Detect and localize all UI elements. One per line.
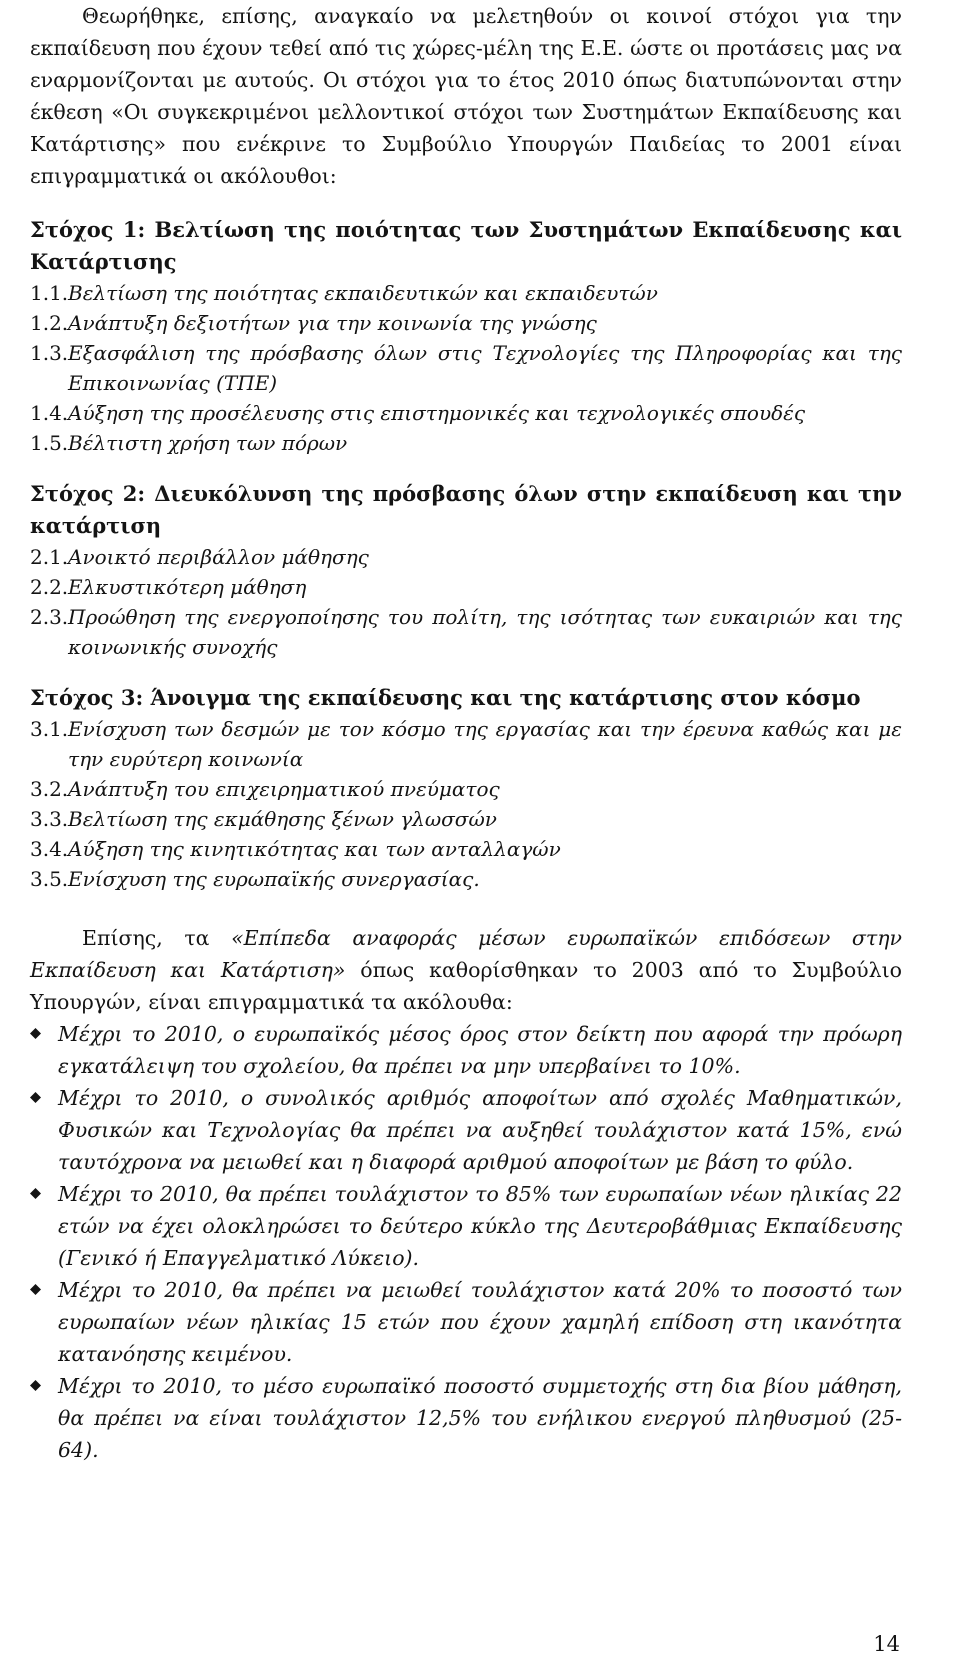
goal-item-number: 2.2.	[30, 575, 69, 599]
diamond-bullet-icon	[30, 1284, 41, 1295]
goal-section-2	[30, 478, 902, 662]
benchmark-text: Μέχρι το 2010, θα πρέπει τουλάχιστον το 85% των ευρωπαίων νέων ηλικίας 22 ετών να έχει ολοκληρώσει το δεύτερο κύκλο της Δευτεροβάθμιας Εκπαίδευσης (Γενικό ή Επαγγελματικό Λύκειο).	[58, 1182, 902, 1270]
benchmark-item	[30, 1082, 902, 1178]
goal-item-number: 2.3.	[30, 605, 69, 629]
diamond-bullet-icon	[30, 1028, 41, 1039]
report-title-quote: «Επίπεδα αναφοράς μέσων ευρωπαϊκών επιδόσεων στην Εκπαίδευση και Κατάρτιση»	[30, 926, 902, 982]
goal-item	[30, 572, 902, 602]
diamond-bullet-icon	[30, 1092, 41, 1103]
goal-item-text: Ανοικτό περιβάλλον μάθησης	[68, 545, 369, 569]
benchmark-text: Μέχρι το 2010, ο ευρωπαϊκός μέσος όρος στον δείκτη που αφορά την πρόωρη εγκατάλειψη του σχολείου, θα πρέπει να μην υπερβαίνει το 10%.	[58, 1022, 902, 1078]
goal-section-3	[30, 682, 902, 894]
goal-item	[30, 398, 902, 428]
diamond-bullet-icon	[30, 1380, 41, 1391]
goal-item-text: Βέλτιστη χρήση των πόρων	[68, 431, 348, 455]
goal-list	[30, 278, 902, 458]
goal-item	[30, 428, 902, 458]
goal-item-number: 2.1.	[30, 545, 69, 569]
goal-item	[30, 338, 902, 398]
goal-item-text: Προώθηση της ενεργοποίησης του πολίτη, της ισότητας των ευκαιριών και της κοινωνικής συνοχής	[68, 605, 902, 659]
goal-item	[30, 774, 902, 804]
goal-item-number: 1.3.	[30, 341, 69, 365]
goal-item-text: Ενίσχυση της ευρωπαϊκής συνεργασίας.	[68, 867, 480, 891]
goal-item	[30, 834, 902, 864]
goal-title: Στόχος 2: Διευκόλυνση της πρόσβασης όλων στην εκπαίδευση και την κατάρτιση	[30, 481, 902, 538]
goal-title: Στόχος 3: Άνοιγμα της εκπαίδευσης και της κατάρτισης στον κόσμο	[30, 685, 861, 710]
benchmark-list	[30, 1018, 902, 1466]
goal-item-number: 1.5.	[30, 431, 69, 455]
benchmark-item	[30, 1018, 902, 1082]
goal-item-text: Βελτίωση της εκμάθησης ξένων γλωσσών	[68, 807, 497, 831]
goal-list	[30, 714, 902, 894]
paragraph-lead: Επίσης, τα	[82, 926, 232, 950]
goal-item-number: 3.3.	[30, 807, 69, 831]
goal-item	[30, 804, 902, 834]
diamond-bullet-icon	[30, 1188, 41, 1199]
goal-list	[30, 542, 902, 662]
benchmark-text: Μέχρι το 2010, ο συνολικός αριθμός αποφοίτων από σχολές Μαθηματικών, Φυσικών και Τεχνολογίας θα πρέπει να αυξηθεί τουλάχιστον κατά 15%, ενώ ταυτόχρονα να μειωθεί και η διαφορά αριθμού αποφοίτων με βάση το φύλο.	[58, 1086, 902, 1174]
goal-item-text: Ενίσχυση των δεσμών με τον κόσμο της εργασίας και την έρευνα καθώς και με την ευρύτερη κοινωνία	[68, 717, 902, 771]
goal-item-number: 3.5.	[30, 867, 69, 891]
benchmark-text: Μέχρι το 2010, το μέσο ευρωπαϊκό ποσοστό συμμετοχής στη δια βίου μάθηση, θα πρέπει να είναι τουλάχιστον 12,5% του ενήλικου ενεργού πληθυσμού (25-64).	[58, 1374, 902, 1462]
goal-item	[30, 542, 902, 572]
goal-item-number: 3.1.	[30, 717, 69, 741]
benchmark-item	[30, 1178, 902, 1274]
goal-item-text: Αύξηση της κινητικότητας και των ανταλλαγών	[68, 837, 561, 861]
paragraph-rest: όπως καθορίσθηκαν το 2003 από το Συμβούλιο Υπουργών, είναι επιγραμματικά τα ακόλουθα:	[30, 958, 902, 1014]
goal-item-number: 3.2.	[30, 777, 69, 801]
benchmark-text: Μέχρι το 2010, θα πρέπει να μειωθεί τουλάχιστον κατά 20% το ποσοστό των ευρωπαίων νέων ηλικίας 15 ετών που έχουν χαμηλή επίδοση στη ικανότητα κατανόησης κειμένου.	[58, 1278, 902, 1366]
reference-levels-paragraph	[30, 922, 902, 1018]
goal-title: Στόχος 1: Βελτίωση της ποιότητας των Συστημάτων Εκπαίδευσης και Κατάρτισης	[30, 217, 902, 274]
goal-item-text: Ανάπτυξη δεξιοτήτων για την κοινωνία της γνώσης	[68, 311, 597, 335]
goal-item	[30, 308, 902, 338]
goal-item-number: 1.2.	[30, 311, 69, 335]
goal-item-text: Αύξηση της προσέλευσης στις επιστημονικές και τεχνολογικές σπουδές	[68, 401, 806, 425]
goal-item	[30, 864, 902, 894]
goal-item-number: 3.4.	[30, 837, 69, 861]
goal-item-text: Ανάπτυξη του επιχειρηματικού πνεύματος	[68, 777, 500, 801]
goal-item	[30, 602, 902, 662]
goal-item-text: Ελκυστικότερη μάθηση	[68, 575, 307, 599]
document-page	[30, 0, 902, 1466]
goal-item-number: 1.4.	[30, 401, 69, 425]
page-number: 14	[873, 1632, 900, 1656]
intro-paragraph: Θεωρήθηκε, επίσης, αναγκαίο να μελετηθούν οι κοινοί στόχοι για την εκπαίδευση που έχουν τεθεί από τις χώρες-μέλη της Ε.Ε. ώστε οι προτάσεις μας να εναρμονίζονται με αυτούς. Οι στόχοι για το έτος 2010 όπως διατυπώνονται στην έκθεση «Οι συγκεκριμένοι μελλοντικοί στόχοι των Συστημάτων Εκπαίδευσης και Κατάρτισης» που ενέκρινε το Συμβούλιο Υπουργών Παιδείας το 2001 είναι επιγραμματικά οι ακόλουθοι:	[30, 4, 902, 188]
goal-item-text: Βελτίωση της ποιότητας εκπαιδευτικών και εκπαιδευτών	[68, 281, 658, 305]
goal-item-number: 1.1.	[30, 281, 69, 305]
benchmark-item	[30, 1370, 902, 1466]
benchmark-item	[30, 1274, 902, 1370]
goal-section-1	[30, 214, 902, 458]
goal-item-text: Εξασφάλιση της πρόσβασης όλων στις Τεχνολογίες της Πληροφορίας και της Επικοινωνίας (ΤΠΕ)	[68, 341, 902, 395]
goal-item	[30, 714, 902, 774]
goal-item	[30, 278, 902, 308]
